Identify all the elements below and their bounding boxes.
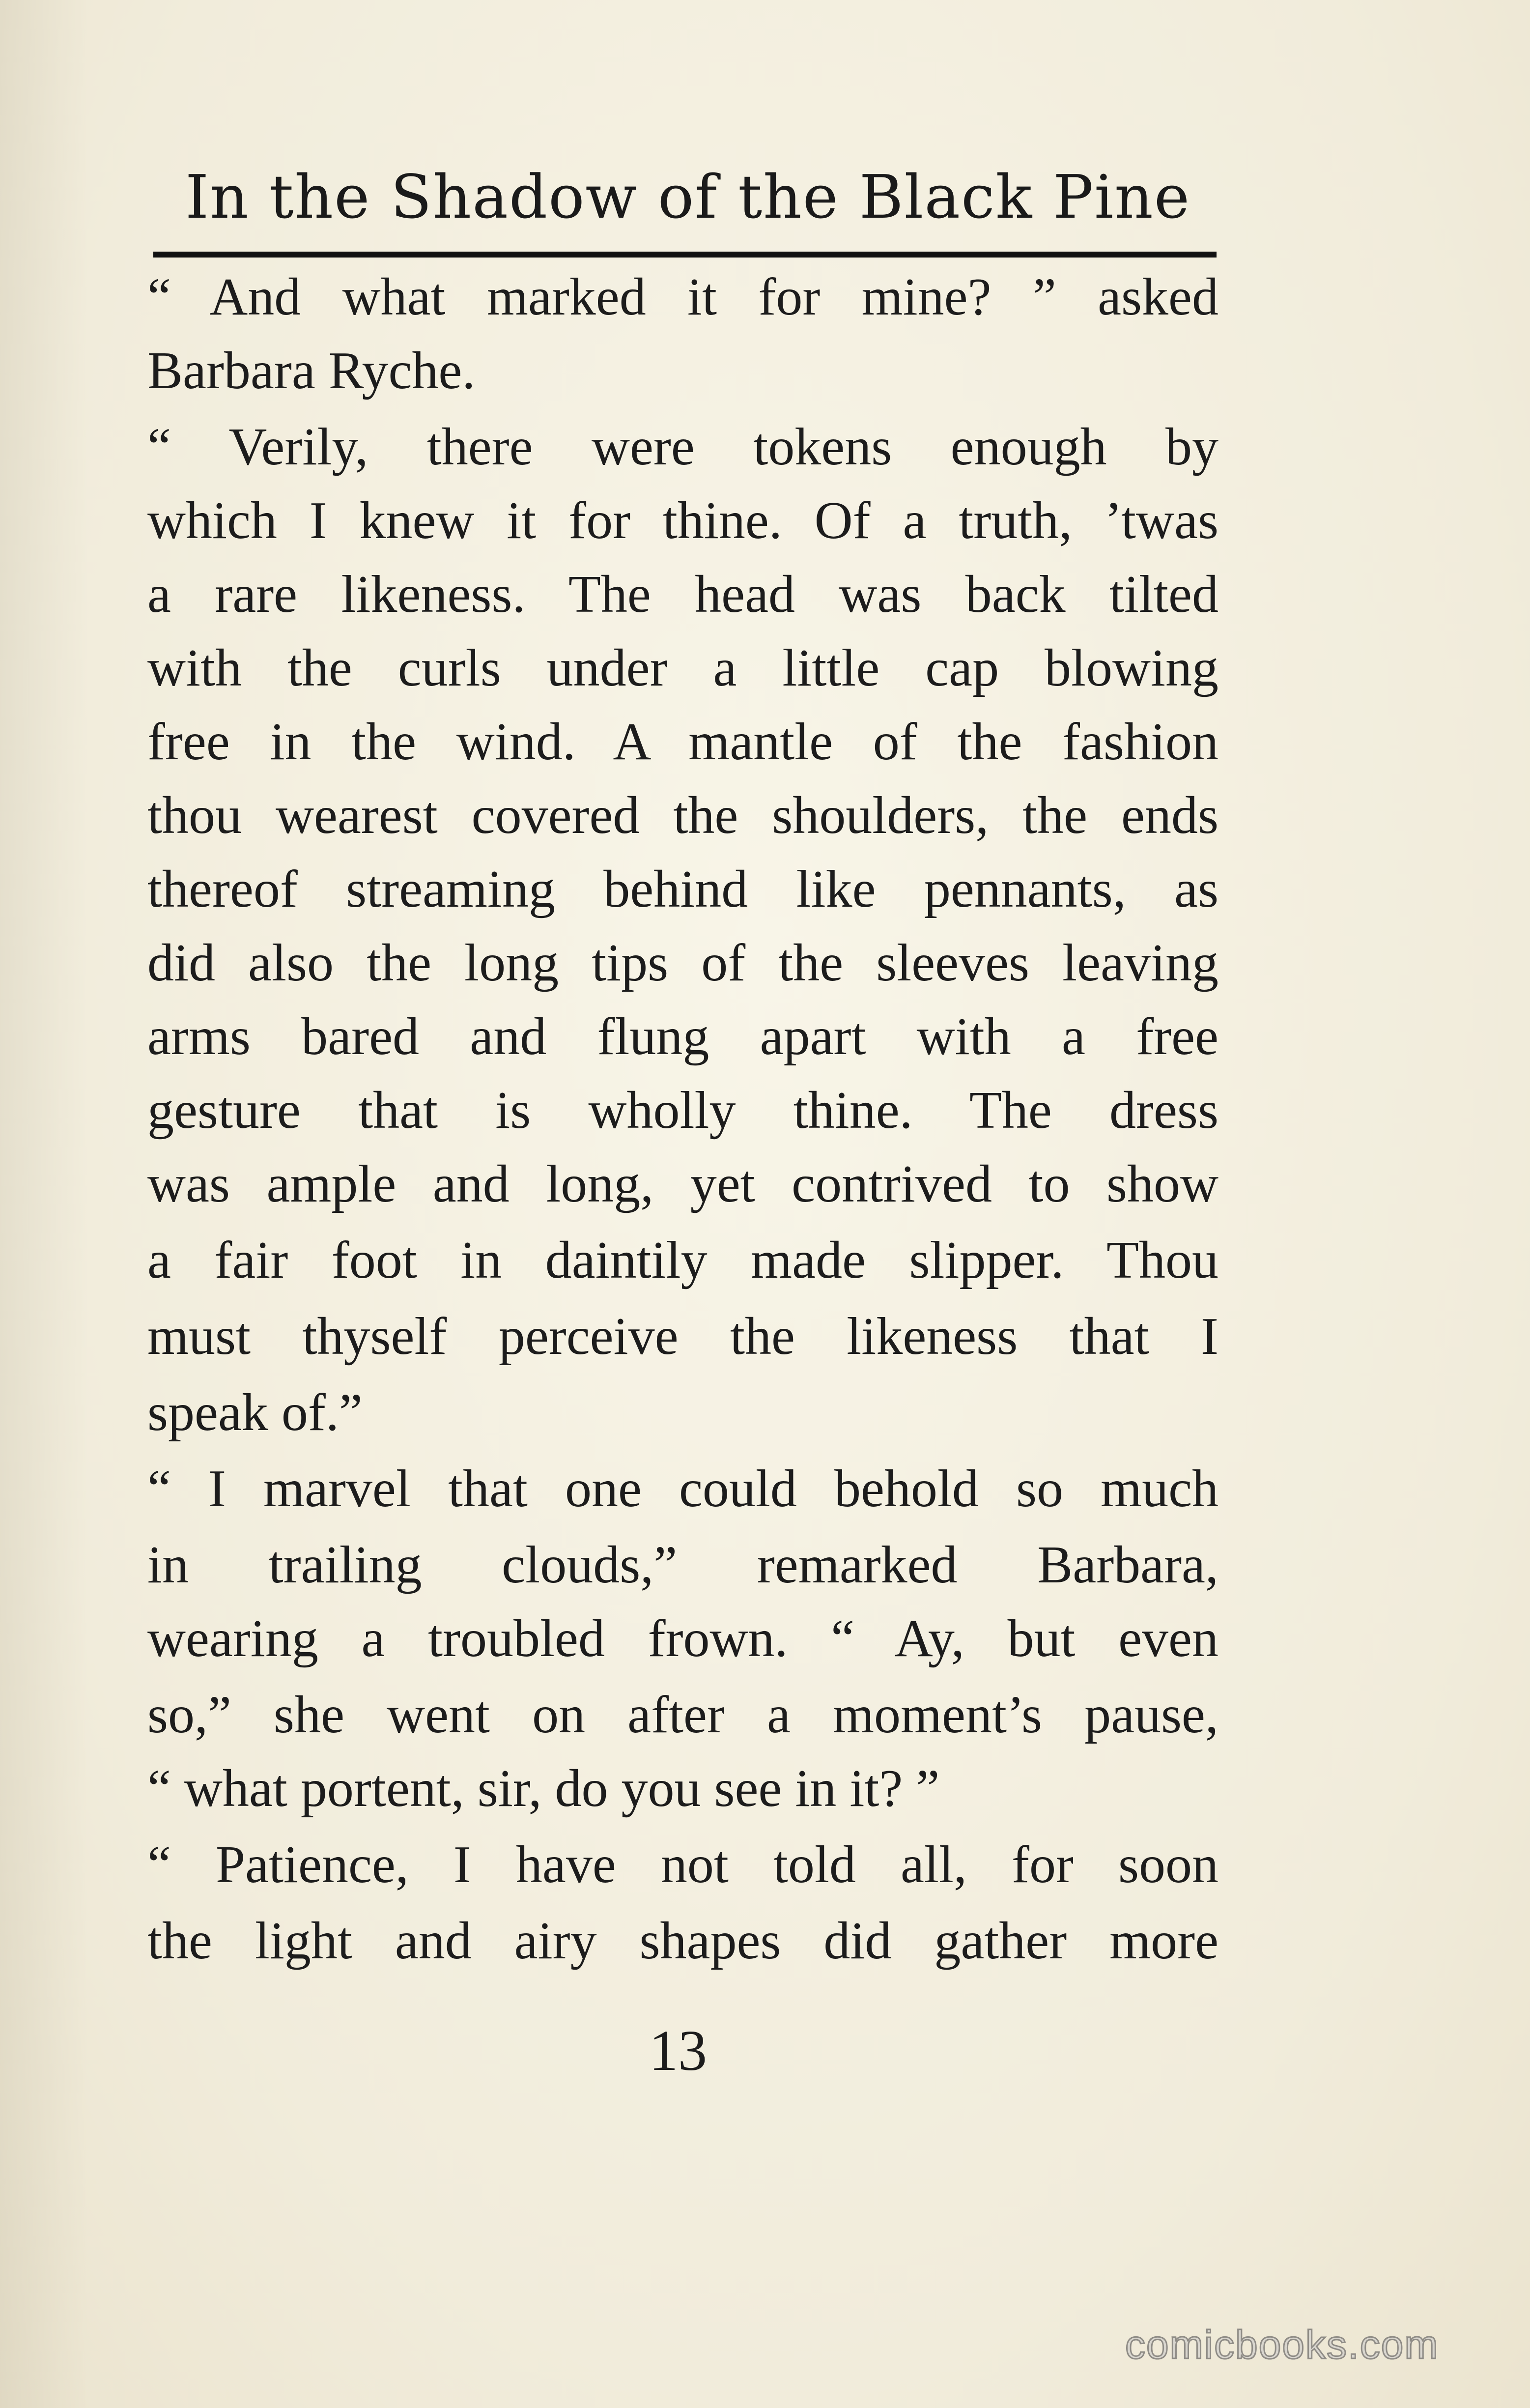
text-line: Barbara Ryche. [147, 342, 476, 400]
watermark: comicbooks.com [1125, 2322, 1439, 2367]
text-line: which I knew it for thine. Of a truth, ’twas [147, 491, 1218, 550]
page-number: 13 [649, 2018, 707, 2083]
text-line: gesture that is wholly thine. The dress [147, 1081, 1218, 1140]
header-rule [153, 252, 1217, 258]
text-line: wearing a troubled frown. “ Ay, but even [147, 1609, 1218, 1668]
text-line: must thyself perceive the likeness that I [147, 1307, 1218, 1366]
text-line: the light and airy shapes did gather more [147, 1912, 1218, 1970]
text-line: a rare likeness. The head was back tilted [147, 565, 1218, 624]
text-line: free in the wind. A mantle of the fashion [147, 713, 1218, 771]
text-line: “ Patience, I have not told all, for soon [147, 1835, 1218, 1894]
text-line: so,” she went on after a moment’s pause, [147, 1686, 1218, 1744]
text-line: with the curls under a little cap blowing [147, 639, 1218, 697]
text-line: thereof streaming behind like pennants, as [147, 860, 1218, 918]
text-line: “ Verily, there were tokens enough by [147, 418, 1218, 476]
text-line: was ample and long, yet contrived to show [147, 1155, 1218, 1213]
text-line: thou wearest covered the shoulders, the ends [147, 786, 1218, 845]
text-line: did also the long tips of the sleeves leaving [147, 934, 1218, 992]
text-line: “ what portent, sir, do you see in it? ” [147, 1759, 940, 1818]
text-line: speak of.” [147, 1383, 363, 1442]
text-line: a fair foot in daintily made slipper. Thou [147, 1231, 1218, 1290]
text-line: in trailing clouds,” remarked Barbara, [147, 1536, 1218, 1594]
text-line: “ And what marked it for mine? ” asked [147, 268, 1218, 326]
text-line: arms bared and flung apart with a free [147, 1007, 1218, 1066]
text-line: “ I marvel that one could behold so much [147, 1460, 1218, 1518]
running-head: In the Shadow of the Black Pine [185, 162, 1191, 232]
